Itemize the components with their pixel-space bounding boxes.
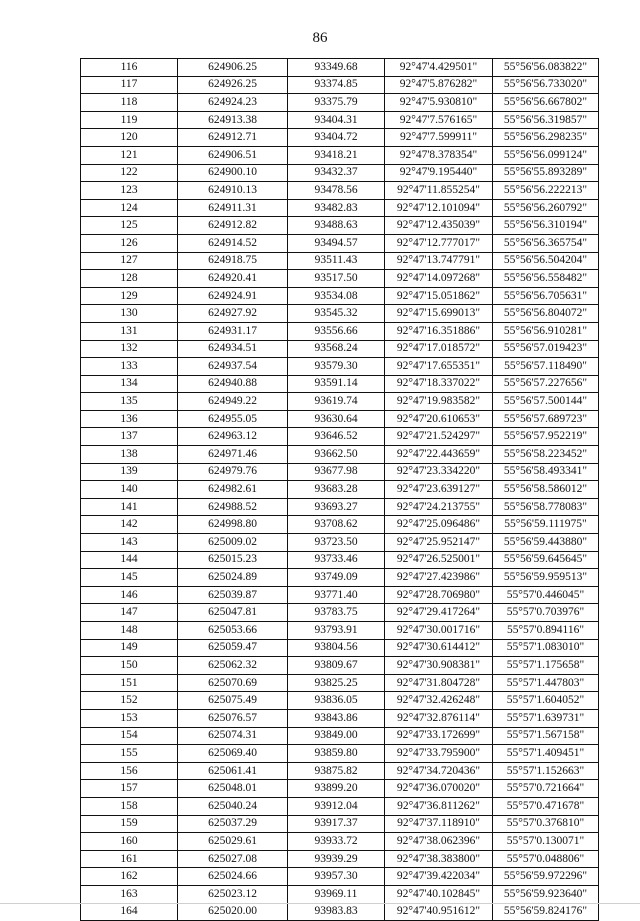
longitude-cell: 92°47'12.777017" xyxy=(385,234,493,252)
longitude-cell: 92°47'39.422034" xyxy=(385,868,493,886)
x-coordinate-cell: 625062.32 xyxy=(178,657,288,675)
point-number-cell: 131 xyxy=(81,322,178,340)
y-coordinate-cell: 93969.11 xyxy=(288,885,385,903)
point-number-cell: 135 xyxy=(81,393,178,411)
latitude-cell: 55°56'56.222213" xyxy=(493,182,599,200)
point-number-cell: 134 xyxy=(81,375,178,393)
point-number-cell: 120 xyxy=(81,129,178,147)
x-coordinate-cell: 624971.46 xyxy=(178,446,288,464)
y-coordinate-cell: 93404.31 xyxy=(288,111,385,129)
table-row xyxy=(81,463,599,481)
latitude-cell: 55°56'57.952219" xyxy=(493,428,599,446)
latitude-cell: 55°57'1.175658" xyxy=(493,657,599,675)
longitude-cell: 92°47'16.351886" xyxy=(385,322,493,340)
latitude-cell: 55°56'56.804072" xyxy=(493,305,599,323)
latitude-cell: 55°56'56.705631" xyxy=(493,287,599,305)
latitude-cell: 55°56'57.227656" xyxy=(493,375,599,393)
point-number-cell: 155 xyxy=(81,745,178,763)
y-coordinate-cell: 93568.24 xyxy=(288,340,385,358)
x-coordinate-cell: 624979.76 xyxy=(178,463,288,481)
point-number-cell: 136 xyxy=(81,410,178,428)
table-row xyxy=(81,270,599,288)
table-row xyxy=(81,674,599,692)
table-row xyxy=(81,199,599,217)
x-coordinate-cell: 625015.23 xyxy=(178,551,288,569)
point-number-cell: 118 xyxy=(81,94,178,112)
longitude-cell: 92°47'36.811262" xyxy=(385,797,493,815)
table-row xyxy=(81,234,599,252)
y-coordinate-cell: 93836.05 xyxy=(288,692,385,710)
point-number-cell: 117 xyxy=(81,76,178,94)
point-number-cell: 119 xyxy=(81,111,178,129)
longitude-cell: 92°47'32.426248" xyxy=(385,692,493,710)
table-row xyxy=(81,340,599,358)
y-coordinate-cell: 93912.04 xyxy=(288,797,385,815)
point-number-cell: 128 xyxy=(81,270,178,288)
latitude-cell: 55°56'56.504204" xyxy=(493,252,599,270)
y-coordinate-cell: 93693.27 xyxy=(288,498,385,516)
latitude-cell: 55°57'0.703976" xyxy=(493,604,599,622)
longitude-cell: 92°47'34.720436" xyxy=(385,762,493,780)
y-coordinate-cell: 93683.28 xyxy=(288,481,385,499)
table-row xyxy=(81,146,599,164)
latitude-cell: 55°57'1.152663" xyxy=(493,762,599,780)
point-number-cell: 138 xyxy=(81,446,178,464)
x-coordinate-cell: 624912.71 xyxy=(178,129,288,147)
longitude-cell: 92°47'12.101094" xyxy=(385,199,493,217)
longitude-cell: 92°47'25.952147" xyxy=(385,534,493,552)
latitude-cell: 55°57'0.446045" xyxy=(493,586,599,604)
table-row xyxy=(81,657,599,675)
longitude-cell: 92°47'22.443659" xyxy=(385,446,493,464)
x-coordinate-cell: 625053.66 xyxy=(178,622,288,640)
y-coordinate-cell: 93556.66 xyxy=(288,322,385,340)
longitude-cell: 92°47'24.213755" xyxy=(385,498,493,516)
longitude-cell: 92°47'30.614412" xyxy=(385,639,493,657)
x-coordinate-cell: 624906.51 xyxy=(178,146,288,164)
longitude-cell: 92°47'15.699013" xyxy=(385,305,493,323)
y-coordinate-cell: 93859.80 xyxy=(288,745,385,763)
x-coordinate-cell: 625024.89 xyxy=(178,569,288,587)
x-coordinate-cell: 625061.41 xyxy=(178,762,288,780)
longitude-cell: 92°47'37.118910" xyxy=(385,815,493,833)
point-number-cell: 161 xyxy=(81,850,178,868)
x-coordinate-cell: 624940.88 xyxy=(178,375,288,393)
longitude-cell: 92°47'33.172699" xyxy=(385,727,493,745)
y-coordinate-cell: 93809.67 xyxy=(288,657,385,675)
point-number-cell: 127 xyxy=(81,252,178,270)
x-coordinate-cell: 624926.25 xyxy=(178,76,288,94)
x-coordinate-cell: 625048.01 xyxy=(178,780,288,798)
point-number-cell: 164 xyxy=(81,903,178,921)
y-coordinate-cell: 93482.83 xyxy=(288,199,385,217)
point-number-cell: 162 xyxy=(81,868,178,886)
y-coordinate-cell: 93662.50 xyxy=(288,446,385,464)
table-row xyxy=(81,709,599,727)
table-row xyxy=(81,604,599,622)
latitude-cell: 55°57'1.604052" xyxy=(493,692,599,710)
point-number-cell: 156 xyxy=(81,762,178,780)
latitude-cell: 55°56'59.645645" xyxy=(493,551,599,569)
y-coordinate-cell: 93432.37 xyxy=(288,164,385,182)
table-row xyxy=(81,59,599,77)
coordinates-table-body xyxy=(81,59,599,921)
latitude-cell: 55°56'56.733020" xyxy=(493,76,599,94)
y-coordinate-cell: 93677.98 xyxy=(288,463,385,481)
x-coordinate-cell: 624963.12 xyxy=(178,428,288,446)
y-coordinate-cell: 93843.86 xyxy=(288,709,385,727)
y-coordinate-cell: 93825.25 xyxy=(288,674,385,692)
y-coordinate-cell: 93933.72 xyxy=(288,833,385,851)
point-number-cell: 130 xyxy=(81,305,178,323)
point-number-cell: 151 xyxy=(81,674,178,692)
x-coordinate-cell: 624914.52 xyxy=(178,234,288,252)
table-row xyxy=(81,815,599,833)
longitude-cell: 92°47'13.747791" xyxy=(385,252,493,270)
point-number-cell: 154 xyxy=(81,727,178,745)
y-coordinate-cell: 93708.62 xyxy=(288,516,385,534)
y-coordinate-cell: 93983.83 xyxy=(288,903,385,921)
table-row xyxy=(81,305,599,323)
x-coordinate-cell: 625070.69 xyxy=(178,674,288,692)
point-number-cell: 132 xyxy=(81,340,178,358)
latitude-cell: 55°56'57.500144" xyxy=(493,393,599,411)
table-row xyxy=(81,410,599,428)
latitude-cell: 55°57'0.471678" xyxy=(493,797,599,815)
latitude-cell: 55°56'56.310194" xyxy=(493,217,599,235)
table-row xyxy=(81,516,599,534)
x-coordinate-cell: 625040.24 xyxy=(178,797,288,815)
x-coordinate-cell: 624912.82 xyxy=(178,217,288,235)
y-coordinate-cell: 93957.30 xyxy=(288,868,385,886)
longitude-cell: 92°47'7.576165" xyxy=(385,111,493,129)
latitude-cell: 55°56'59.972296" xyxy=(493,868,599,886)
point-number-cell: 142 xyxy=(81,516,178,534)
table-row xyxy=(81,94,599,112)
longitude-cell: 92°47'14.097268" xyxy=(385,270,493,288)
longitude-cell: 92°47'28.706980" xyxy=(385,586,493,604)
y-coordinate-cell: 93418.21 xyxy=(288,146,385,164)
table-row xyxy=(81,182,599,200)
longitude-cell: 92°47'32.876114" xyxy=(385,709,493,727)
latitude-cell: 55°56'56.910281" xyxy=(493,322,599,340)
y-coordinate-cell: 93494.57 xyxy=(288,234,385,252)
point-number-cell: 123 xyxy=(81,182,178,200)
latitude-cell: 55°56'57.689723" xyxy=(493,410,599,428)
point-number-cell: 147 xyxy=(81,604,178,622)
table-row xyxy=(81,850,599,868)
x-coordinate-cell: 624924.23 xyxy=(178,94,288,112)
table-row xyxy=(81,446,599,464)
longitude-cell: 92°47'38.383800" xyxy=(385,850,493,868)
point-number-cell: 152 xyxy=(81,692,178,710)
latitude-cell: 55°56'58.493341" xyxy=(493,463,599,481)
point-number-cell: 125 xyxy=(81,217,178,235)
page-number: 86 xyxy=(312,30,328,46)
point-number-cell: 140 xyxy=(81,481,178,499)
x-coordinate-cell: 624982.61 xyxy=(178,481,288,499)
table-row xyxy=(81,885,599,903)
table-row xyxy=(81,569,599,587)
longitude-cell: 92°47'31.804728" xyxy=(385,674,493,692)
y-coordinate-cell: 93349.68 xyxy=(288,59,385,77)
longitude-cell: 92°47'9.195440" xyxy=(385,164,493,182)
x-coordinate-cell: 625076.57 xyxy=(178,709,288,727)
x-coordinate-cell: 624949.22 xyxy=(178,393,288,411)
table-row xyxy=(81,727,599,745)
table-row xyxy=(81,428,599,446)
table-row xyxy=(81,639,599,657)
y-coordinate-cell: 93591.14 xyxy=(288,375,385,393)
longitude-cell: 92°47'8.378354" xyxy=(385,146,493,164)
x-coordinate-cell: 624927.92 xyxy=(178,305,288,323)
latitude-cell: 55°57'0.376810" xyxy=(493,815,599,833)
table-row xyxy=(81,375,599,393)
point-number-cell: 121 xyxy=(81,146,178,164)
point-number-cell: 145 xyxy=(81,569,178,587)
point-number-cell: 133 xyxy=(81,358,178,376)
table-row xyxy=(81,481,599,499)
x-coordinate-cell: 625020.00 xyxy=(178,903,288,921)
latitude-cell: 55°57'0.130071" xyxy=(493,833,599,851)
table-row xyxy=(81,129,599,147)
table-row xyxy=(81,217,599,235)
latitude-cell: 55°56'55.893289" xyxy=(493,164,599,182)
latitude-cell: 55°56'59.923640" xyxy=(493,885,599,903)
table-row xyxy=(81,797,599,815)
point-number-cell: 126 xyxy=(81,234,178,252)
x-coordinate-cell: 624934.51 xyxy=(178,340,288,358)
y-coordinate-cell: 93619.74 xyxy=(288,393,385,411)
x-coordinate-cell: 624911.31 xyxy=(178,199,288,217)
table-row xyxy=(81,762,599,780)
y-coordinate-cell: 93375.79 xyxy=(288,94,385,112)
point-number-cell: 153 xyxy=(81,709,178,727)
x-coordinate-cell: 625059.47 xyxy=(178,639,288,657)
table-row xyxy=(81,76,599,94)
y-coordinate-cell: 93511.43 xyxy=(288,252,385,270)
page-bottom-edge xyxy=(0,903,640,904)
point-number-cell: 116 xyxy=(81,59,178,77)
y-coordinate-cell: 93374.85 xyxy=(288,76,385,94)
y-coordinate-cell: 93478.56 xyxy=(288,182,385,200)
table-row xyxy=(81,534,599,552)
y-coordinate-cell: 93917.37 xyxy=(288,815,385,833)
longitude-cell: 92°47'30.908381" xyxy=(385,657,493,675)
latitude-cell: 55°56'56.260792" xyxy=(493,199,599,217)
y-coordinate-cell: 93545.32 xyxy=(288,305,385,323)
longitude-cell: 92°47'17.018572" xyxy=(385,340,493,358)
latitude-cell: 55°57'1.567158" xyxy=(493,727,599,745)
latitude-cell: 55°57'1.447803" xyxy=(493,674,599,692)
longitude-cell: 92°47'29.417264" xyxy=(385,604,493,622)
point-number-cell: 159 xyxy=(81,815,178,833)
longitude-cell: 92°47'40.951612" xyxy=(385,903,493,921)
x-coordinate-cell: 624920.41 xyxy=(178,270,288,288)
y-coordinate-cell: 93939.29 xyxy=(288,850,385,868)
latitude-cell: 55°56'58.778083" xyxy=(493,498,599,516)
latitude-cell: 55°56'58.586012" xyxy=(493,481,599,499)
x-coordinate-cell: 625074.31 xyxy=(178,727,288,745)
latitude-cell: 55°56'57.019423" xyxy=(493,340,599,358)
longitude-cell: 92°47'5.876282" xyxy=(385,76,493,94)
y-coordinate-cell: 93404.72 xyxy=(288,129,385,147)
table-row xyxy=(81,498,599,516)
longitude-cell: 92°47'5.930810" xyxy=(385,94,493,112)
table-row xyxy=(81,833,599,851)
longitude-cell: 92°47'30.001716" xyxy=(385,622,493,640)
point-number-cell: 158 xyxy=(81,797,178,815)
latitude-cell: 55°57'1.639731" xyxy=(493,709,599,727)
longitude-cell: 92°47'7.599911" xyxy=(385,129,493,147)
x-coordinate-cell: 625047.81 xyxy=(178,604,288,622)
latitude-cell: 55°56'59.959513" xyxy=(493,569,599,587)
x-coordinate-cell: 624900.10 xyxy=(178,164,288,182)
x-coordinate-cell: 624931.17 xyxy=(178,322,288,340)
table-row xyxy=(81,164,599,182)
point-number-cell: 157 xyxy=(81,780,178,798)
latitude-cell: 55°56'56.365754" xyxy=(493,234,599,252)
x-coordinate-cell: 625029.61 xyxy=(178,833,288,851)
longitude-cell: 92°47'15.051862" xyxy=(385,287,493,305)
latitude-cell: 55°56'56.558482" xyxy=(493,270,599,288)
y-coordinate-cell: 93579.30 xyxy=(288,358,385,376)
point-number-cell: 144 xyxy=(81,551,178,569)
longitude-cell: 92°47'40.102845" xyxy=(385,885,493,903)
y-coordinate-cell: 93793.91 xyxy=(288,622,385,640)
x-coordinate-cell: 625037.29 xyxy=(178,815,288,833)
x-coordinate-cell: 624910.13 xyxy=(178,182,288,200)
x-coordinate-cell: 625023.12 xyxy=(178,885,288,903)
point-number-cell: 149 xyxy=(81,639,178,657)
y-coordinate-cell: 93630.64 xyxy=(288,410,385,428)
x-coordinate-cell: 625009.02 xyxy=(178,534,288,552)
y-coordinate-cell: 93488.63 xyxy=(288,217,385,235)
point-number-cell: 139 xyxy=(81,463,178,481)
x-coordinate-cell: 625075.49 xyxy=(178,692,288,710)
y-coordinate-cell: 93646.52 xyxy=(288,428,385,446)
latitude-cell: 55°57'0.721664" xyxy=(493,780,599,798)
y-coordinate-cell: 93517.50 xyxy=(288,270,385,288)
longitude-cell: 92°47'21.524297" xyxy=(385,428,493,446)
latitude-cell: 55°56'56.667802" xyxy=(493,94,599,112)
table-row xyxy=(81,622,599,640)
y-coordinate-cell: 93849.00 xyxy=(288,727,385,745)
table-row xyxy=(81,868,599,886)
longitude-cell: 92°47'17.655351" xyxy=(385,358,493,376)
longitude-cell: 92°47'23.639127" xyxy=(385,481,493,499)
x-coordinate-cell: 625027.08 xyxy=(178,850,288,868)
y-coordinate-cell: 93804.56 xyxy=(288,639,385,657)
point-number-cell: 137 xyxy=(81,428,178,446)
x-coordinate-cell: 624918.75 xyxy=(178,252,288,270)
table-row xyxy=(81,111,599,129)
y-coordinate-cell: 93875.82 xyxy=(288,762,385,780)
x-coordinate-cell: 624937.54 xyxy=(178,358,288,376)
longitude-cell: 92°47'12.435039" xyxy=(385,217,493,235)
latitude-cell: 55°57'1.409451" xyxy=(493,745,599,763)
longitude-cell: 92°47'11.855254" xyxy=(385,182,493,200)
point-number-cell: 143 xyxy=(81,534,178,552)
latitude-cell: 55°56'58.223452" xyxy=(493,446,599,464)
longitude-cell: 92°47'27.423986" xyxy=(385,569,493,587)
table-row xyxy=(81,551,599,569)
latitude-cell: 55°56'56.083822" xyxy=(493,59,599,77)
coordinates-table xyxy=(80,58,599,921)
longitude-cell: 92°47'38.062396" xyxy=(385,833,493,851)
x-coordinate-cell: 624988.52 xyxy=(178,498,288,516)
table-row xyxy=(81,358,599,376)
point-number-cell: 150 xyxy=(81,657,178,675)
x-coordinate-cell: 624924.91 xyxy=(178,287,288,305)
longitude-cell: 92°47'4.429501" xyxy=(385,59,493,77)
longitude-cell: 92°47'33.795900" xyxy=(385,745,493,763)
y-coordinate-cell: 93899.20 xyxy=(288,780,385,798)
table-row xyxy=(81,692,599,710)
point-number-cell: 163 xyxy=(81,885,178,903)
latitude-cell: 55°57'0.048806" xyxy=(493,850,599,868)
y-coordinate-cell: 93749.09 xyxy=(288,569,385,587)
table-row xyxy=(81,780,599,798)
x-coordinate-cell: 624913.38 xyxy=(178,111,288,129)
latitude-cell: 55°56'56.298235" xyxy=(493,129,599,147)
y-coordinate-cell: 93534.08 xyxy=(288,287,385,305)
latitude-cell: 55°56'59.824176" xyxy=(493,903,599,921)
point-number-cell: 160 xyxy=(81,833,178,851)
point-number-cell: 124 xyxy=(81,199,178,217)
latitude-cell: 55°56'56.319857" xyxy=(493,111,599,129)
latitude-cell: 55°56'57.118490" xyxy=(493,358,599,376)
table-row xyxy=(81,252,599,270)
latitude-cell: 55°57'1.083010" xyxy=(493,639,599,657)
table-row xyxy=(81,287,599,305)
x-coordinate-cell: 624955.05 xyxy=(178,410,288,428)
latitude-cell: 55°57'0.894116" xyxy=(493,622,599,640)
longitude-cell: 92°47'36.070020" xyxy=(385,780,493,798)
longitude-cell: 92°47'25.096486" xyxy=(385,516,493,534)
point-number-cell: 129 xyxy=(81,287,178,305)
point-number-cell: 146 xyxy=(81,586,178,604)
table-row xyxy=(81,903,599,921)
x-coordinate-cell: 625039.87 xyxy=(178,586,288,604)
point-number-cell: 148 xyxy=(81,622,178,640)
latitude-cell: 55°56'56.099124" xyxy=(493,146,599,164)
x-coordinate-cell: 624906.25 xyxy=(178,59,288,77)
longitude-cell: 92°47'26.525001" xyxy=(385,551,493,569)
y-coordinate-cell: 93771.40 xyxy=(288,586,385,604)
y-coordinate-cell: 93733.46 xyxy=(288,551,385,569)
table-row xyxy=(81,745,599,763)
x-coordinate-cell: 625069.40 xyxy=(178,745,288,763)
x-coordinate-cell: 625024.66 xyxy=(178,868,288,886)
point-number-cell: 122 xyxy=(81,164,178,182)
longitude-cell: 92°47'19.983582" xyxy=(385,393,493,411)
table-row xyxy=(81,393,599,411)
latitude-cell: 55°56'59.443880" xyxy=(493,534,599,552)
point-number-cell: 141 xyxy=(81,498,178,516)
longitude-cell: 92°47'18.337022" xyxy=(385,375,493,393)
x-coordinate-cell: 624998.80 xyxy=(178,516,288,534)
table-row xyxy=(81,322,599,340)
table-row xyxy=(81,586,599,604)
longitude-cell: 92°47'23.334220" xyxy=(385,463,493,481)
y-coordinate-cell: 93723.50 xyxy=(288,534,385,552)
y-coordinate-cell: 93783.75 xyxy=(288,604,385,622)
longitude-cell: 92°47'20.610653" xyxy=(385,410,493,428)
latitude-cell: 55°56'59.111975" xyxy=(493,516,599,534)
